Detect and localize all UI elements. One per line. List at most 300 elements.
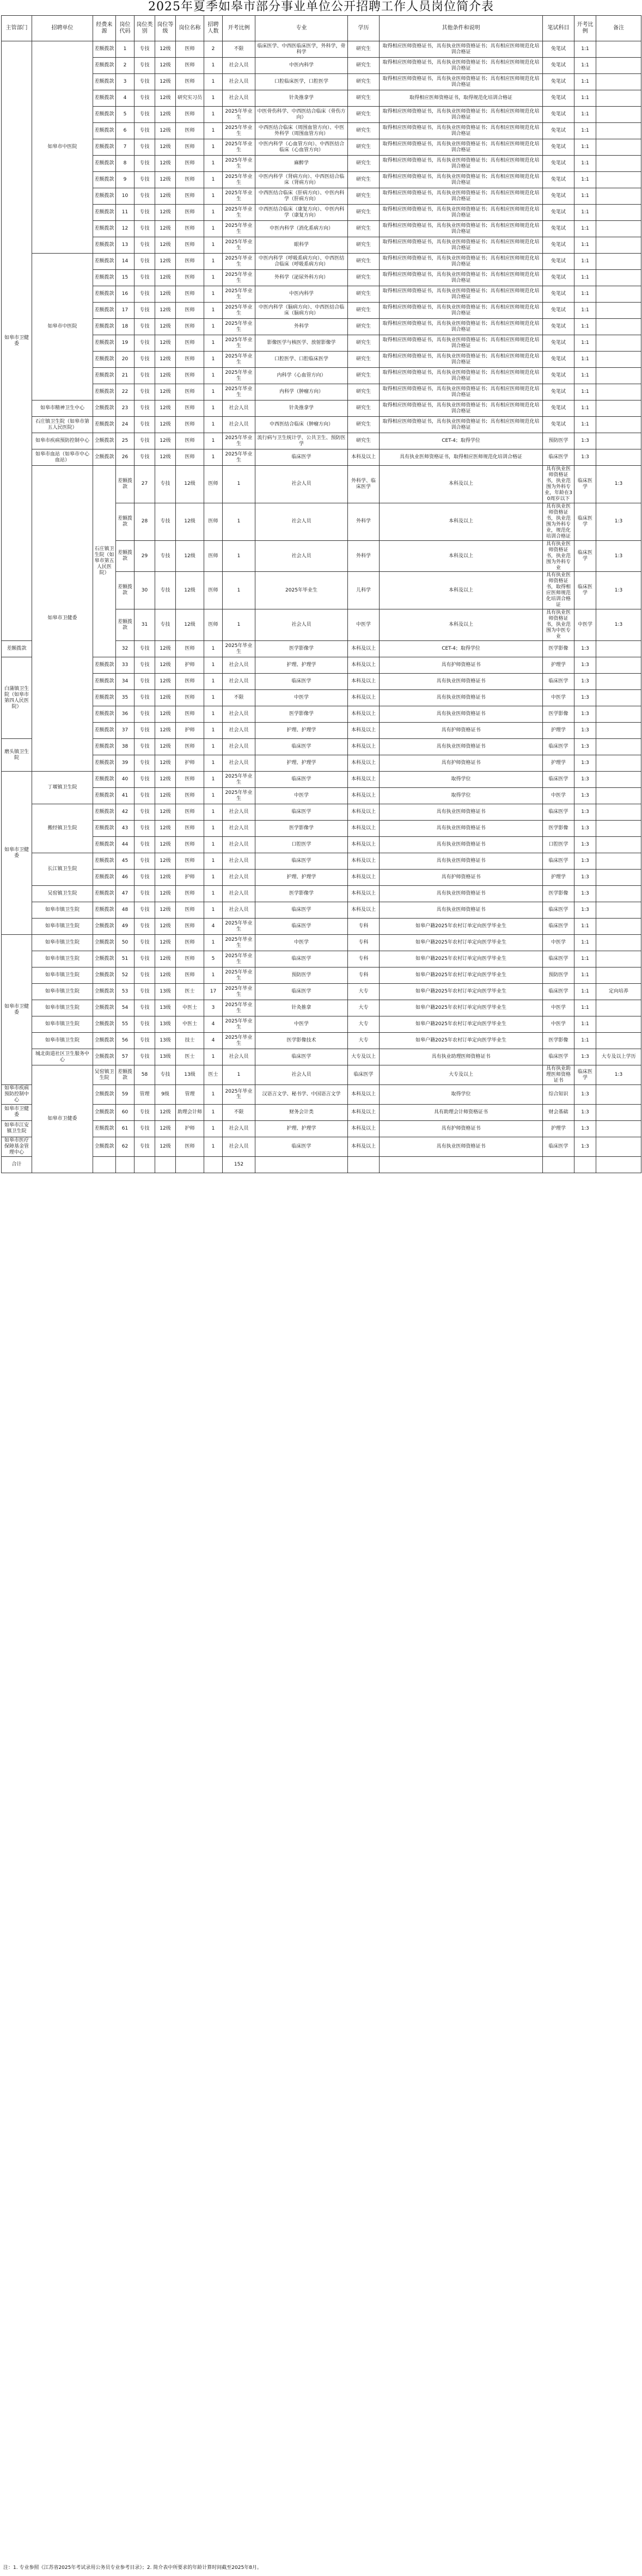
cell-edu: 本科及以上: [348, 788, 380, 804]
cell-major: 护理、护理学: [255, 723, 348, 739]
cell-num: 1: [204, 172, 223, 188]
cell-num: 1: [204, 433, 223, 449]
cell-other: 具有护师资格证书: [380, 755, 543, 772]
column-header: 岗位名称: [176, 16, 204, 41]
cell-major: 麻醉学: [255, 156, 348, 172]
cell-note: [596, 205, 641, 221]
cell-ratio: [255, 1156, 348, 1173]
cell-fund: [116, 1156, 134, 1173]
cell-edu: 研究生: [348, 41, 380, 58]
column-header: 岗位等级: [155, 16, 176, 41]
table-row: [2, 139, 641, 156]
table-row: [2, 368, 641, 384]
cell-type: 专技: [134, 804, 155, 821]
positions-table: [1, 15, 641, 1173]
cell-code: 10: [116, 188, 134, 205]
cell-num: 1: [204, 107, 223, 123]
cell-num: 1: [204, 641, 223, 657]
cell-level: 13级: [155, 1049, 176, 1065]
cell-edu: 大专: [348, 1033, 380, 1049]
cell-note: [596, 1137, 641, 1156]
cell-fund: 全额拨款: [93, 919, 116, 935]
cell-code: 16: [116, 286, 134, 303]
cell-rate: 1:1: [574, 221, 596, 237]
cell-num: 1: [204, 74, 223, 90]
cell-fund: 差额拨款: [93, 237, 116, 254]
cell-type: 专技: [134, 1120, 155, 1137]
cell-unit: 如皋市疾病预防控制中心: [2, 1085, 32, 1105]
cell-level: 12级: [155, 886, 176, 902]
cell-fund: 全额拨款: [93, 1049, 116, 1065]
cell-level: 12级: [155, 237, 176, 254]
table-row: [2, 804, 641, 821]
cell-rate: 1:3: [596, 609, 641, 641]
cell-level: 12级: [155, 335, 176, 352]
cell-other: CET-4；取得学位: [380, 433, 543, 449]
cell-type: 专技: [134, 172, 155, 188]
cell-edu: 本科及以上: [380, 466, 543, 503]
table-row: [2, 41, 641, 58]
cell-major: 中医学: [255, 1016, 348, 1033]
cell-level: 12级: [155, 400, 176, 417]
cell-edu: 研究生: [348, 335, 380, 352]
cell-level: 12级: [155, 902, 176, 919]
cell-major: 外科学、临床医学: [348, 466, 380, 503]
cell-ratio: 不限: [223, 41, 255, 58]
cell-type: 专技: [134, 352, 155, 368]
cell-rate: 1:1: [574, 74, 596, 90]
cell-major: 临床医学: [255, 984, 348, 1000]
cell-major: 中医内科学（脑病方向）、中西医结合临床（脑病方向）: [255, 303, 348, 319]
cell-unit: 如皋市镇卫生院: [32, 902, 93, 919]
cell-rate: 1:1: [574, 352, 596, 368]
cell-post: 医师: [176, 935, 204, 951]
table-row: [2, 335, 641, 352]
cell-type: 专技: [134, 319, 155, 335]
table-row: [2, 837, 641, 853]
cell-rate: 1:1: [574, 270, 596, 286]
cell-rate: 1:1: [574, 156, 596, 172]
cell-fund: 全额拨款: [93, 984, 116, 1000]
cell-major: 中医内科学（消化系病方向）: [255, 221, 348, 237]
cell-edu: 研究生: [348, 352, 380, 368]
cell-other: 具有执业医师资格证书: [380, 706, 543, 723]
cell-other: 具有护师资格证书: [380, 657, 543, 674]
cell-type: 专技: [134, 739, 155, 755]
cell-edu: 研究生: [348, 188, 380, 205]
column-header: 招聘单位: [32, 16, 93, 41]
cell-other: 取得相应医师资格证书，具有执业医师资格证书；具有相应医师规范化培训合格证: [380, 319, 543, 335]
cell-exam: 免笔试: [543, 384, 574, 400]
cell-level: 12级: [155, 772, 176, 788]
cell-ratio: 社会人员: [223, 1120, 255, 1137]
cell-num: 1: [204, 400, 223, 417]
cell-num: 1: [223, 609, 255, 641]
cell-fund: 差额拨款: [93, 74, 116, 90]
cell-level: 12级: [155, 723, 176, 739]
cell-ratio: 2025年毕业生: [223, 368, 255, 384]
cell-edu: 研究生: [348, 58, 380, 74]
cell-other: 具有执业医师资格证书，执业范围为外科专业，年龄在30周岁以下: [543, 466, 574, 503]
cell-rate: 1:3: [574, 723, 596, 739]
cell-post: 医师: [176, 123, 204, 139]
table-row: [2, 1016, 641, 1033]
cell-rate: 1:1: [574, 417, 596, 433]
cell-ratio: 2025年毕业生: [223, 772, 255, 788]
cell-note: [596, 74, 641, 90]
cell-code: 13: [116, 237, 134, 254]
cell-code: 30: [134, 572, 155, 609]
table-row: [2, 788, 641, 804]
cell-edu: 研究生: [348, 400, 380, 417]
cell-note: [596, 919, 641, 935]
cell-edu: 本科及以上: [348, 902, 380, 919]
cell-other: 具有执业医师资格证书，取得相应医师规范化培训合格证: [543, 572, 574, 609]
cell-other: 如皋户籍2025年农村订单定向医学毕业生: [380, 919, 543, 935]
cell-rate: 1:3: [596, 540, 641, 572]
cell-major: 中医内科学（呼吸系病方向）、中西医结合临床（呼吸系病方向）: [255, 254, 348, 270]
cell-level: 12级: [155, 286, 176, 303]
cell-level: 12级: [155, 172, 176, 188]
cell-other: 取得相应医师资格证书，具有执业医师资格证书；具有相应医师规范化培训合格证: [380, 368, 543, 384]
cell-code: 33: [116, 657, 134, 674]
cell-major: 汉语言文学、秘书学、中国语言文学: [255, 1085, 348, 1105]
cell-num: 1: [204, 237, 223, 254]
table-header: [2, 16, 641, 41]
cell-exam: 免笔试: [543, 90, 574, 107]
cell-code: 62: [116, 1137, 134, 1156]
cell-major: 护理、护理学: [255, 1120, 348, 1137]
cell-note: [596, 123, 641, 139]
cell-exam: 免笔试: [543, 74, 574, 90]
cell-edu: 本科及以上: [348, 739, 380, 755]
cell-num: 1: [204, 870, 223, 886]
cell-other: 具有执业医师资格证书: [380, 1137, 543, 1156]
cell-other: 具有执业医师资格证书: [380, 886, 543, 902]
cell-type: 专技: [155, 609, 176, 641]
cell-fund: 差额拨款: [93, 368, 116, 384]
cell-fund: 差额拨款: [93, 853, 116, 870]
cell-level: 12级: [155, 433, 176, 449]
cell-major: 口腔医学、口腔临床医学: [255, 352, 348, 368]
cell-num: 1: [204, 417, 223, 433]
table-row: [2, 303, 641, 319]
cell-major: 临床医学: [255, 804, 348, 821]
cell-level: 12级: [155, 674, 176, 690]
cell-edu: 本科及以上: [348, 1104, 380, 1120]
cell-post: 医师: [176, 772, 204, 788]
cell-post: 医师: [176, 384, 204, 400]
cell-num: 1: [204, 902, 223, 919]
cell-type: 专技: [155, 540, 176, 572]
cell-type: 专技: [134, 1137, 155, 1156]
cell-other: 如皋户籍2025年农村订单定向医学毕业生: [380, 935, 543, 951]
cell-code: 41: [116, 788, 134, 804]
cell-note: [596, 641, 641, 657]
cell-type: 专技: [134, 237, 155, 254]
cell-ratio: 2025年毕业生: [223, 641, 255, 657]
cell-rate: 1:1: [574, 1016, 596, 1033]
cell-fund: 差额拨款: [93, 107, 116, 123]
cell-post: 医师: [176, 335, 204, 352]
cell-type: 专技: [134, 1000, 155, 1016]
cell-fund: 差额拨款: [93, 870, 116, 886]
cell-fund: 差额拨款: [116, 609, 134, 641]
cell-note: [596, 237, 641, 254]
cell-level: 12级: [155, 870, 176, 886]
cell-type: 专技: [155, 1065, 176, 1085]
cell-rate: 1:1: [574, 205, 596, 221]
cell-other: 取得相应医师资格证书，具有执业医师资格证书；具有相应医师规范化培训合格证: [380, 74, 543, 90]
cell-num: 1: [204, 123, 223, 139]
cell-note: [596, 902, 641, 919]
cell-post: 医师: [176, 221, 204, 237]
cell-level: 12级: [155, 254, 176, 270]
cell-exam: 临床医学: [543, 739, 574, 755]
table-row: [2, 657, 641, 674]
cell-level: 12级: [155, 449, 176, 466]
cell-exam: 医学影像: [543, 821, 574, 837]
cell-edu: 本科及以上: [348, 772, 380, 788]
cell-rate: 1:1: [574, 41, 596, 58]
cell-major: 医学影像学: [255, 821, 348, 837]
cell-rate: 1:1: [574, 984, 596, 1000]
cell-edu: 专科: [348, 951, 380, 967]
cell-unit: 如皋市镇卫生院: [32, 919, 93, 935]
cell-major: 外科学（泌尿外科方向）: [255, 270, 348, 286]
cell-type: 专技: [134, 984, 155, 1000]
cell-type: 专技: [134, 641, 155, 657]
cell-post: 医师: [176, 417, 204, 433]
cell-edu: 本科及以上: [348, 674, 380, 690]
cell-fund: 差额拨款: [93, 821, 116, 837]
cell-post: 医师: [176, 449, 204, 466]
cell-num: 4: [204, 919, 223, 935]
cell-fund: 差额拨款: [116, 540, 134, 572]
cell-exam: 临床医学: [543, 919, 574, 935]
cell-num: 1: [204, 303, 223, 319]
table-row: [2, 967, 641, 984]
cell-post: 医师: [176, 853, 204, 870]
cell-note: [596, 690, 641, 706]
cell-level: 12级: [155, 417, 176, 433]
cell-fund: 差额拨款: [93, 384, 116, 400]
cell-edu: 本科及以上: [380, 503, 543, 540]
cell-level: 13级: [155, 1000, 176, 1016]
cell-num: 1: [204, 1049, 223, 1065]
cell-num: 1: [223, 503, 255, 540]
cell-edu: 本科及以上: [380, 540, 543, 572]
cell-note: [596, 433, 641, 449]
cell-post: 医士: [176, 1049, 204, 1065]
cell-major: 流行病与卫生统计学、公共卫生、预防医学: [255, 433, 348, 449]
cell-post: 管理: [176, 1085, 204, 1105]
cell-ratio: 社会人员: [223, 870, 255, 886]
cell-fund: 差额拨款: [93, 739, 116, 755]
cell-rate: 1:1: [574, 400, 596, 417]
cell-ratio: 2025年毕业生: [223, 935, 255, 951]
cell-other: 具有护师资格证书: [380, 723, 543, 739]
cell-num: 1: [223, 466, 255, 503]
cell-other: 具有执业医师资格证书，执业范围为外科专业，规范化培训合格证: [543, 503, 574, 540]
cell-ratio: 2025年毕业生: [223, 123, 255, 139]
cell-fund: 差额拨款: [93, 221, 116, 237]
cell-type: 专技: [134, 935, 155, 951]
cell-code: 58: [134, 1065, 155, 1085]
column-header: 开考比例: [223, 16, 255, 41]
cell-edu: 本科及以上: [348, 1120, 380, 1137]
cell-other: 取得相应医师资格证书，具有执业医师资格证书；具有相应医师规范化培训合格证: [380, 384, 543, 400]
cell-rate: 1:1: [574, 286, 596, 303]
cell-other: 取得学位: [380, 788, 543, 804]
cell-rate: 1:3: [596, 466, 641, 503]
cell-num: 1: [204, 886, 223, 902]
column-header: 专业: [255, 16, 348, 41]
cell-code: 5: [116, 107, 134, 123]
cell-level: 12级: [155, 804, 176, 821]
cell-dept: 如皋市卫健委: [32, 1065, 93, 1173]
cell-code: 36: [116, 706, 134, 723]
cell-edu: 研究生: [348, 270, 380, 286]
cell-other: 取得相应医师资格证书，具有执业医师资格证书；具有相应医师规范化培训合格证: [380, 237, 543, 254]
column-header: 笔试科目: [543, 16, 574, 41]
cell-type: 专技: [134, 1049, 155, 1065]
cell-exam: 临床医学: [574, 466, 596, 503]
cell-note: [596, 1085, 641, 1105]
cell-exam: 免笔试: [543, 400, 574, 417]
cell-fund: 全额拨款: [93, 449, 116, 466]
cell-edu: 大专: [348, 1016, 380, 1033]
cell-ratio: 2025年毕业生: [223, 188, 255, 205]
cell-rate: 1:3: [574, 837, 596, 853]
cell-num: 1: [204, 739, 223, 755]
cell-num: 1: [204, 853, 223, 870]
cell-major: 眼科学: [255, 237, 348, 254]
cell-fund: 差额拨款: [93, 123, 116, 139]
cell-major: 中西医结合临床（肿瘤方向）: [255, 417, 348, 433]
cell-post: 医师: [176, 156, 204, 172]
cell-edu: 研究生: [348, 74, 380, 90]
cell-major: 影像医学与核医学、放射影像学: [255, 335, 348, 352]
cell-major: 临床医学: [255, 739, 348, 755]
cell-unit: 磨头镇卫生院: [2, 739, 32, 772]
cell-rate: 1:3: [574, 690, 596, 706]
cell-note: [596, 41, 641, 58]
cell-type: 专技: [134, 335, 155, 352]
cell-type: 专技: [134, 188, 155, 205]
cell-level: 13级: [155, 1033, 176, 1049]
column-header: 备注: [596, 16, 641, 41]
cell-unit: 如皋市疾病预防控制中心: [32, 433, 93, 449]
cell-level: 12级: [155, 935, 176, 951]
cell-type: 专技: [134, 1016, 155, 1033]
table-row: [2, 417, 641, 433]
table-row: [2, 1137, 641, 1156]
cell-unit: [93, 1156, 116, 1173]
cell-post: 助理会计师: [176, 1104, 204, 1120]
cell-fund: 差额拨款: [93, 1120, 116, 1137]
cell-code: 7: [116, 139, 134, 156]
cell-exam: 临床医学: [543, 772, 574, 788]
cell-fund: 差额拨款: [93, 837, 116, 853]
table-body: [2, 41, 641, 1173]
cell-note: [596, 90, 641, 107]
cell-rate: 1:1: [574, 967, 596, 984]
cell-level: 12级: [155, 788, 176, 804]
cell-ratio: 2025年毕业生: [223, 172, 255, 188]
cell-ratio: 社会人员: [223, 58, 255, 74]
cell-edu: 专科: [348, 967, 380, 984]
table-row: [2, 935, 641, 951]
cell-major: 临床医学: [255, 902, 348, 919]
cell-post: 医师: [176, 641, 204, 657]
cell-rate: 1:3: [574, 755, 596, 772]
cell-ratio: 2025年毕业生: [223, 951, 255, 967]
cell-major: 医学影像学: [255, 706, 348, 723]
cell-exam: 临床医学: [574, 572, 596, 609]
cell-type: 专技: [134, 657, 155, 674]
cell-post: 医师: [176, 139, 204, 156]
cell-level: 9级: [155, 1085, 176, 1105]
cell-type: 专技: [134, 919, 155, 935]
table-row: [2, 984, 641, 1000]
cell-edu: 研究生: [348, 254, 380, 270]
cell-code: [134, 1156, 155, 1173]
cell-post: 医师: [176, 967, 204, 984]
cell-post: 护师: [176, 657, 204, 674]
cell-code: 18: [116, 319, 134, 335]
cell-type: 专技: [134, 821, 155, 837]
cell-level: [176, 1156, 204, 1173]
cell-ratio: 2025年毕业生: [223, 221, 255, 237]
cell-major: 外科学: [348, 540, 380, 572]
column-header: 学历: [348, 16, 380, 41]
cell-code: 48: [116, 902, 134, 919]
table-row: [2, 723, 641, 739]
cell-num: 1: [204, 657, 223, 674]
cell-num: 1: [204, 384, 223, 400]
cell-other: 具有执业医师资格证书: [380, 690, 543, 706]
cell-level: 12级: [155, 853, 176, 870]
cell-note: [596, 706, 641, 723]
cell-fund: 差额拨款: [93, 335, 116, 352]
cell-level: 12级: [155, 205, 176, 221]
cell-ratio: 社会人员: [223, 723, 255, 739]
cell-other: 具有执业医师资格证书: [380, 837, 543, 853]
cell-num: 4: [204, 1016, 223, 1033]
cell-other: 取得相应医师资格证书，具有执业医师资格证书；具有相应医师规范化培训合格证: [380, 139, 543, 156]
cell-major: 口腔医学: [255, 837, 348, 853]
cell-rate: 1:1: [574, 254, 596, 270]
cell-type: 专技: [134, 951, 155, 967]
cell-rate: 1:3: [574, 1049, 596, 1065]
cell-post: 医师: [204, 609, 223, 641]
table-row: [2, 400, 641, 417]
cell-other: CET-4；取得学位: [380, 641, 543, 657]
cell-edu: 研究生: [348, 139, 380, 156]
cell-ratio: 2025年毕业生: [223, 1000, 255, 1016]
cell-exam: 临床医学: [543, 449, 574, 466]
cell-ratio: 2025年毕业生: [223, 1016, 255, 1033]
cell-ratio: 社会人员: [223, 657, 255, 674]
table-row: [2, 821, 641, 837]
cell-major: 针灸推拿学: [255, 90, 348, 107]
cell-note: [596, 657, 641, 674]
cell-edu: 专科: [348, 935, 380, 951]
cell-post: 医师: [176, 270, 204, 286]
cell-fund: 差额拨款: [93, 352, 116, 368]
cell-post: 医师: [176, 254, 204, 270]
